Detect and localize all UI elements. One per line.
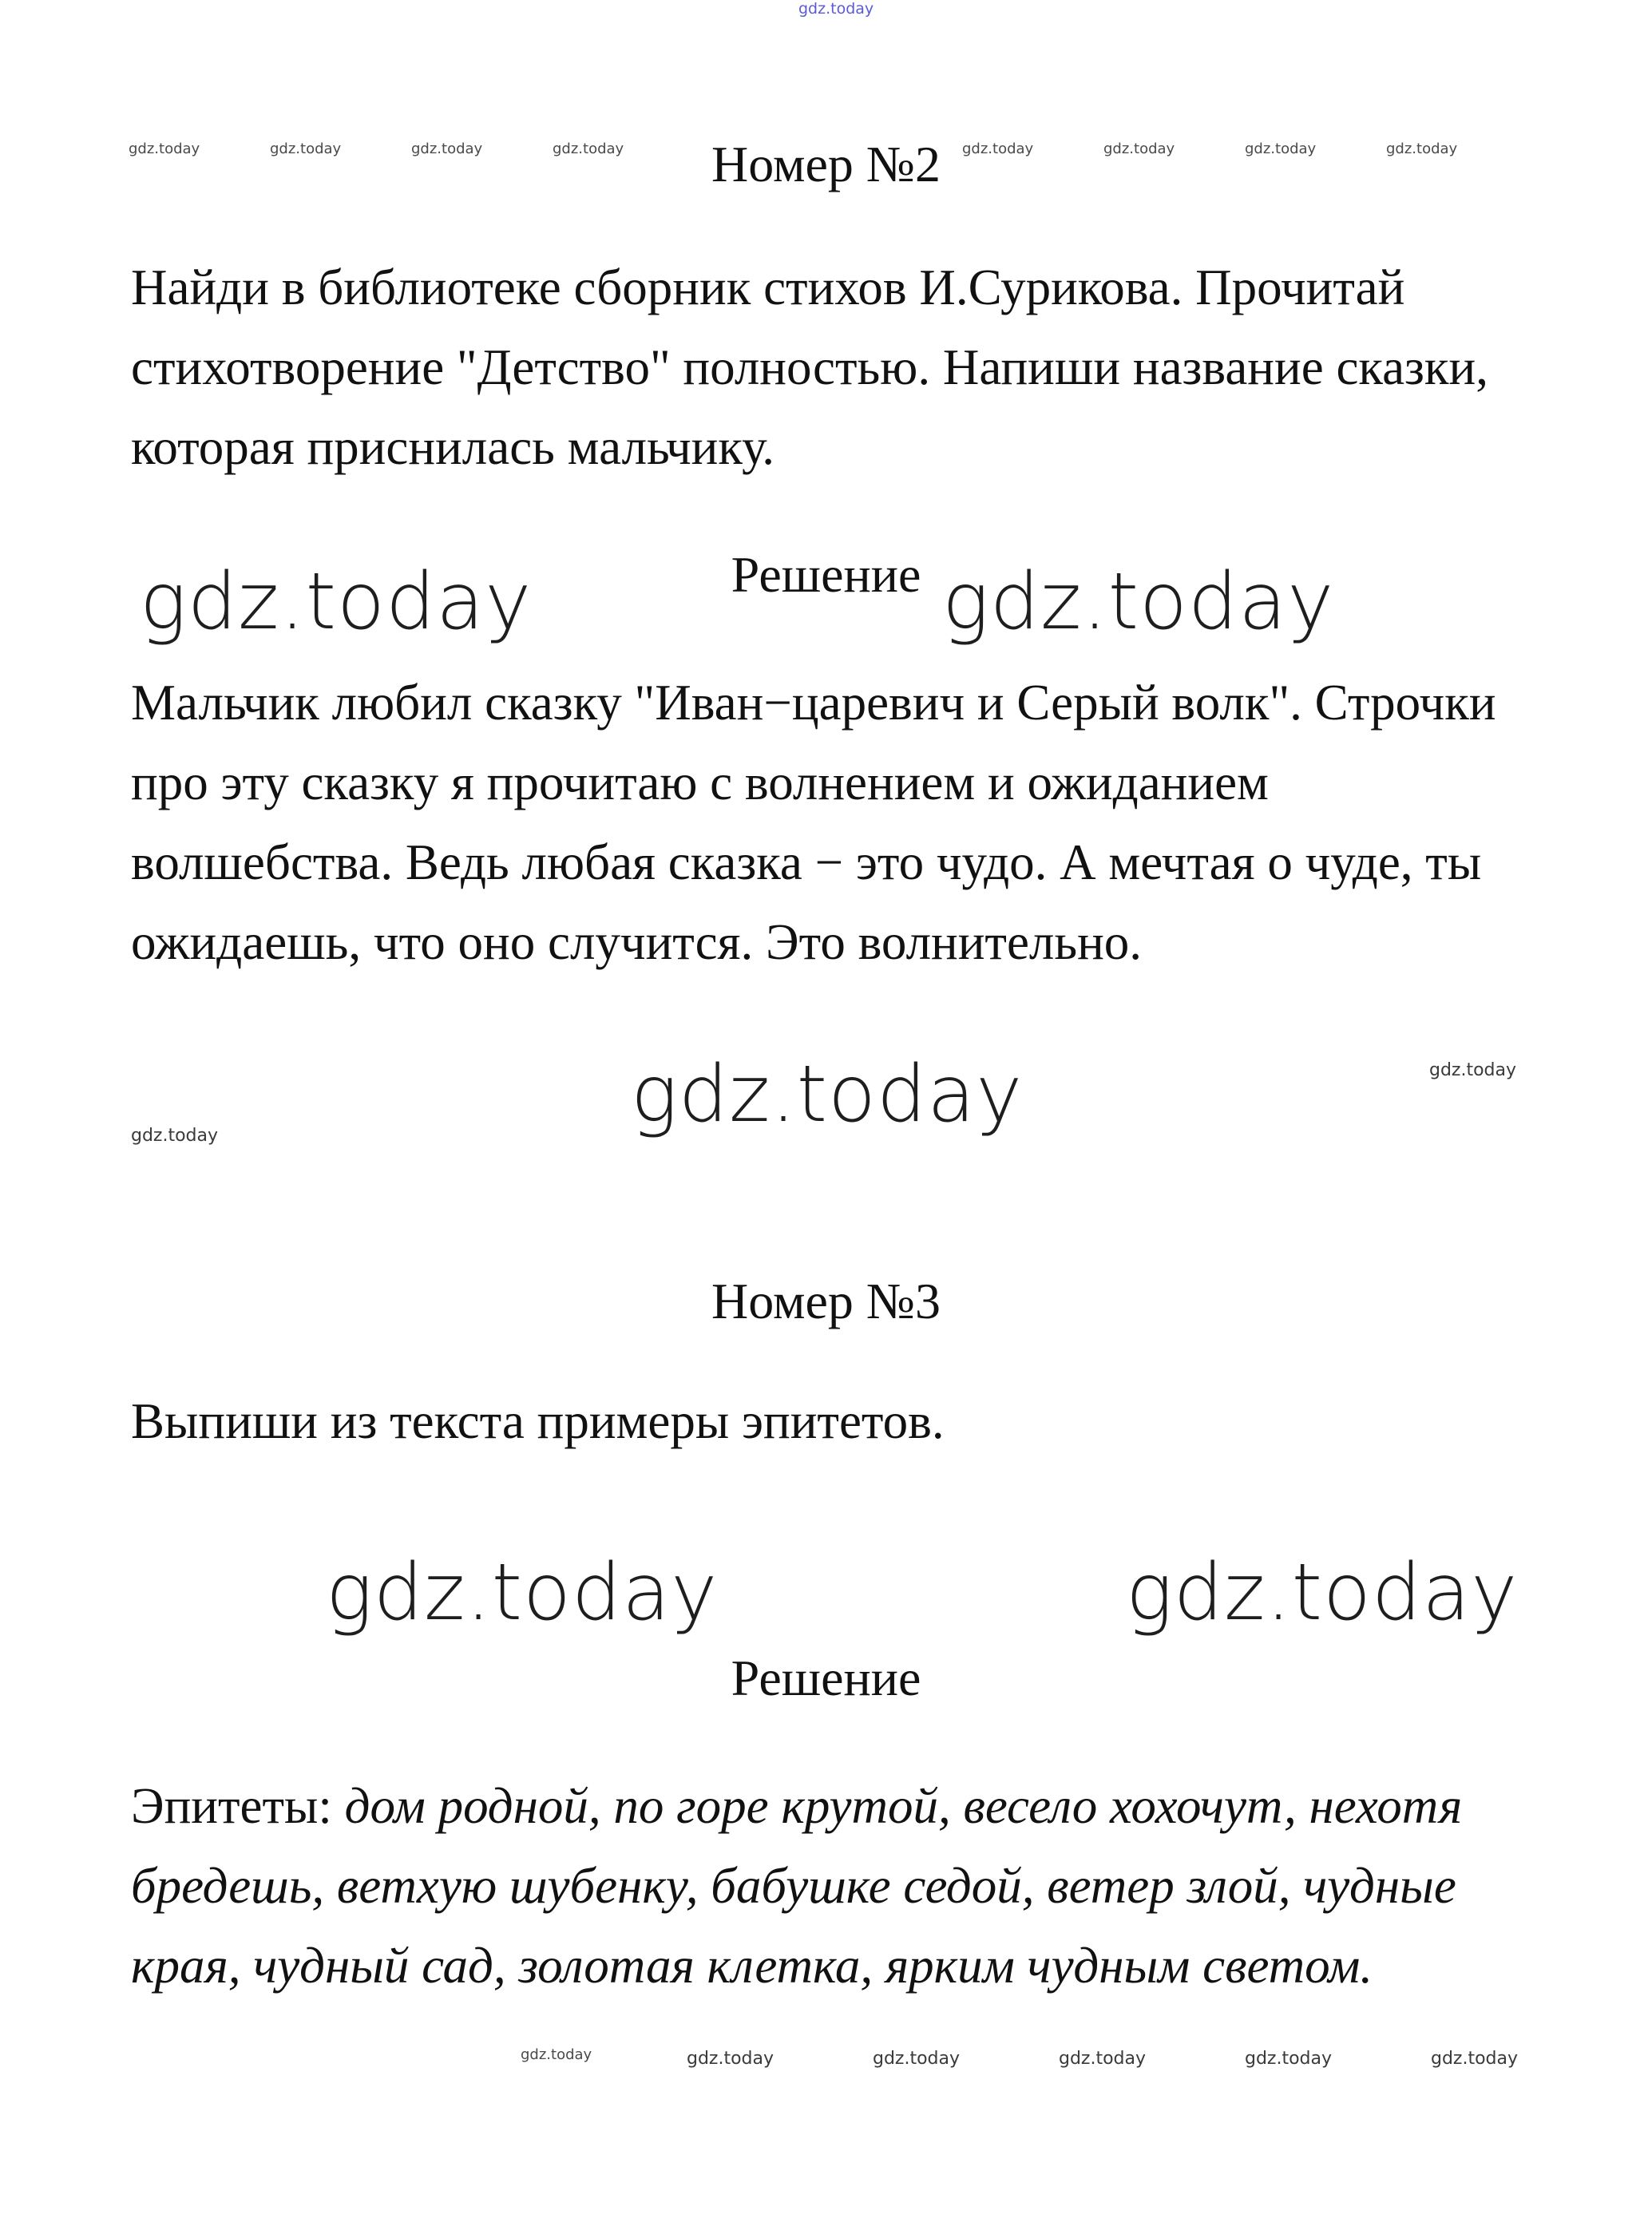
watermark-row-1: gdz.today xyxy=(129,141,200,157)
solution-label-3: Решение xyxy=(731,1650,921,1706)
task-paragraph: Найди в библиотеке сборник стихов И.Сурикова. Прочитай стихотворение "Детство" полностью. Напиши название сказки, которая приснилась мальчику. xyxy=(131,259,1488,475)
watermark-row-1: gdz.today xyxy=(553,141,624,157)
answer-text-2 xyxy=(131,663,1536,982)
watermark-row-1: gdz.today xyxy=(270,141,342,157)
watermark-row-2: gdz.today xyxy=(1245,2049,1333,2069)
watermark-row-1: gdz.today xyxy=(1245,141,1317,157)
watermark-row-1: gdz.today xyxy=(1386,141,1458,157)
watermark-row-1: gdz.today xyxy=(962,141,1034,157)
watermark-row-1: gdz.today xyxy=(411,141,483,157)
watermark-row-2: gdz.today xyxy=(1431,2049,1519,2069)
watermark-small: gdz.today xyxy=(1429,1060,1517,1080)
watermark-large: gdz.today xyxy=(631,1049,1024,1140)
watermark-large: gdz.today xyxy=(1126,1547,1519,1638)
task-text-3 xyxy=(131,1381,1536,1461)
watermark-row-2: gdz.today xyxy=(521,2046,592,2063)
task-text-2 xyxy=(131,248,1536,487)
watermark-row-2: gdz.today xyxy=(687,2049,774,2069)
watermark-row-1: gdz.today xyxy=(1103,141,1175,157)
epithets-lead: Эпитеты: xyxy=(131,1778,345,1834)
watermark-large: gdz.today xyxy=(942,556,1335,648)
watermark-row-2: gdz.today xyxy=(873,2049,961,2069)
watermark-row-2: gdz.today xyxy=(1059,2049,1147,2069)
epithets-paragraph xyxy=(131,1766,1536,2006)
watermark-small: gdz.today xyxy=(131,1126,219,1146)
section-heading-3: Номер №3 xyxy=(711,1273,941,1329)
epithets-list: дом родной, по горе крутой, весело хохочут, нехотя бредешь, ветхую шубенку, бабушке седой, ветер злой, чудные края, чудный сад, золотая клетка, ярким чудным светом. xyxy=(131,1778,1463,1994)
task-paragraph: Выпиши из текста примеры эпитетов. xyxy=(131,1393,945,1449)
section-heading-2: Номер №2 xyxy=(711,136,941,192)
answer-paragraph: Мальчик любил сказку "Иван−царевич и Серый волк". Строчки про эту сказку я прочитаю с волнением и ожиданием волшебства. Ведь любая сказка − это чудо. А мечтая о чуде, ты ожидаешь, что оно случится. Это волнительно. xyxy=(131,675,1496,970)
watermark-top: gdz.today xyxy=(798,0,874,18)
answer-text-3 xyxy=(131,1766,1536,2006)
watermark-large: gdz.today xyxy=(140,556,533,648)
watermark-large: gdz.today xyxy=(326,1547,719,1638)
solution-label-2: Решение xyxy=(731,546,921,603)
